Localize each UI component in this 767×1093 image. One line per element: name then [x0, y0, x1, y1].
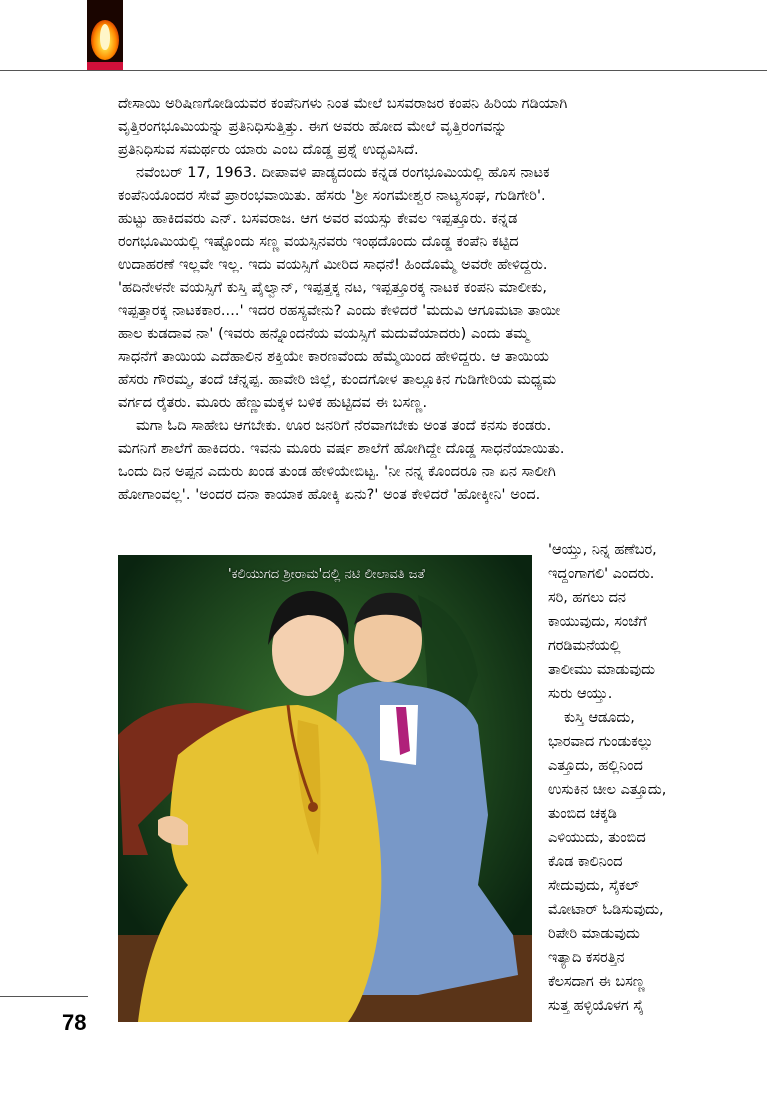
photo-caption: 'ಕಲಿಯುಗದ ಶ್ರೀರಾಮ'ದಲ್ಲಿ ನಟಿ ಲೀಲಾವತಿ ಜತೆ [228, 567, 425, 582]
body-line: ಸಾಧನೆಗೆ ತಾಯಿಯ ಎದೆಹಾಲಿನ ಶಕ್ತಿಯೇ ಕಾರಣವೆಂದು ಹೆಮ್ಮೆಯಿಂದ ಹೇಳಿದ್ದರು. ಆ ತಾಯಿಯ [118, 349, 549, 365]
body-line: ಮಗನಿಗೆ ಶಾಲೆಗೆ ಹಾಕಿದರು. ಇವನು ಮೂರು ವರ್ಷ ಶಾಲೆಗೆ ಹೋಗಿದ್ದೇ ದೊಡ್ಡ ಸಾಧನೆಯಾಯಿತು. [118, 441, 565, 457]
side-line: ಕಾಯುವುದು, ಸಂಜೆಗೆ [548, 614, 647, 630]
header-rule [0, 70, 767, 71]
side-line: ಮೋಟಾರ್ ಓಡಿಸುವುದು, [548, 902, 664, 918]
side-line: ಎಳಿಯುದು, ತುಂಬಿದ [548, 830, 646, 846]
body-line: ನವೆಂಬರ್ 17, 1963. ದೀಪಾವಳಿ ಪಾಡ್ಯದಂದು ಕನ್ನಡ ರಂಗಭೂಮಿಯಲ್ಲಿ ಹೊಸ ನಾಟಕ [136, 165, 550, 181]
side-line: ಉಸುಕಿನ ಚೀಲ ಎತ್ತೂದು, [548, 782, 667, 798]
body-line: ವೃತ್ತಿರಂಗಭೂಮಿಯನ್ನು ಪ್ರತಿನಿಧಿಸುತ್ತಿತ್ತು. ಈಗ ಅವರು ಹೋದ ಮೇಲೆ ವೃತ್ತಿರಂಗವನ್ನು [118, 119, 508, 135]
side-line: ಗರಡಿಮನೆಯಲ್ಲಿ [548, 638, 621, 654]
side-line: ರಿಪೇರಿ ಮಾಡುವುದು [548, 926, 640, 942]
body-line: ಪ್ರತಿನಿಧಿಸುವ ಸಮರ್ಥರು ಯಾರು ಎಂಬ ದೊಡ್ಡ ಪ್ರಶ್ನೆ ಉದ್ಭವಿಸಿದೆ. [118, 142, 419, 158]
body-line: ರಂಗಭೂಮಿಯಲ್ಲಿ ಇಷ್ಟೊಂದು ಸಣ್ಣ ವಯಸ್ಸಿನವರು ಇಂಥದೊಂದು ದೊಡ್ಡ ಕಂಪೆನಿ ಕಟ್ಟಿದ [118, 234, 519, 250]
side-line: ಸುರು ಆಯ್ತು. [548, 686, 613, 702]
side-line: ಕುಸ್ತಿ ಆಡೂದು, [564, 710, 635, 726]
side-line: ಕೆಲಸದಾಗ ಈ ಬಸಣ್ಣ [548, 974, 645, 990]
body-line: ಹೋಗಾಂವಲ್ಲ'. 'ಅಂದರ ದನಾ ಕಾಯಾಕ ಹೋಕ್ಕಿ ಏನು?' ಅಂತ ಕೇಳಿದರೆ 'ಹೋಕ್ಕೀನಿ' ಅಂದ. [118, 487, 541, 503]
body-line: ಹುಟ್ಟು ಹಾಕಿದವರು ಎನ್. ಬಸವರಾಜ. ಆಗ ಅವರ ವಯಸ್ಸು ಕೇವಲ ಇಪ್ಪತ್ತೂರು. ಕನ್ನಡ [118, 211, 518, 227]
page-number: 78 [62, 1010, 87, 1035]
body-line: ಹಾಲ ಕುಡದಾವ ನಾ' (ಇವರು ಹನ್ನೊಂದನೆಯ ವಯಸ್ಸಿಗೆ ಮದುವೆಯಾದರು) ಎಂದು ತಮ್ಮ [118, 326, 529, 342]
side-line: ಸುತ್ತ ಹಳ್ಳಿಯೊಳಗ ಸೈ [548, 998, 644, 1014]
body-line: ಕಂಪೆನಿಯೊಂದರ ಸೇವೆ ಪ್ರಾರಂಭವಾಯಿತು. ಹೆಸರು 'ಶ್ರೀ ಸಂಗಮೇಶ್ವರ ನಾಟ್ಯಸಂಘ, ಗುಡಿಗೇರಿ'. [118, 188, 546, 204]
body-line: ವರ್ಗದ ರೈತರು. ಮೂರು ಹೆಣ್ಣುಮಕ್ಕಳ ಬಳಿಕ ಹುಟ್ಟಿದವ ಈ ಬಸಣ್ಣ. [118, 395, 428, 411]
footer-rule [0, 996, 88, 997]
body-line: ದೇಸಾಯಿ ಅರಿಷಿಣಗೋಡಿಯವರ ಕಂಪೆನಿಗಳು ನಿಂತ ಮೇಲೆ ಬಸವರಾಜರ ಕಂಪನಿ ಹಿರಿಯ ಗಡಿಯಾಗಿ [118, 96, 568, 112]
side-line: ಸೇದುವುದು, ಸೈಕಲ್ [548, 878, 640, 894]
body-line: ಒಂದು ದಿನ ಅಪ್ಪನ ಎದುರು ಖಂಡ ತುಂಡ ಹೇಳಿಯೇಬಿಟ್ಟ. 'ನೀ ನನ್ನ ಕೊಂದರೂ ನಾ ಏನ ಸಾಲೀಗಿ [118, 464, 556, 480]
body-line: 'ಹದಿನೇಳನೇ ವಯಸ್ಸಿಗೆ ಕುಸ್ತಿ ಪೈಲ್ವಾನ್, ಇಪ್ಪತ್ತಕ್ಕ ನಟ, ಇಪ್ಪತ್ತೂರಕ್ಕ ನಾಟಕ ಕಂಪನಿ ಮಾಲೀಕು, [118, 280, 548, 296]
body-line: ಮಗಾ ಓದಿ ಸಾಹೇಬ ಆಗಬೇಕು. ಊರ ಜನರಿಗೆ ನೆರವಾಗಬೇಕು ಅಂತ ತಂದೆ ಕನಸು ಕಂಡರು. [136, 418, 552, 434]
side-line: ತಾಲೀಮು ಮಾಡುವುದು [548, 662, 655, 678]
side-line: ಇದ್ದಂಗಾಗಲಿ' ಎಂದರು. [548, 566, 655, 582]
side-line: ಸರಿ, ಹಗಲು ದನ [548, 590, 626, 606]
body-line: ಉದಾಹರಣೆ ಇಲ್ಲವೇ ಇಲ್ಲ. ಇದು ವಯಸ್ಸಿಗೆ ಮೀರಿದ ಸಾಧನೆ! ಹಿಂದೊಮ್ಮೆ ಅವರೇ ಹೇಳಿದ್ದರು. [118, 257, 548, 273]
side-line: 'ಆಯ್ತು, ನಿನ್ನ ಹಣೆಬರ, [548, 542, 657, 558]
side-line: ಭಾರವಾದ ಗುಂಡುಕಲ್ಲು [548, 734, 654, 750]
side-line: ತುಂಬಿದ ಚಕ್ಕಡಿ [548, 806, 617, 822]
body-line: ಹೆಸರು ಗೌರಮ್ಮ, ತಂದೆ ಚೆನ್ನಪ್ಪ. ಹಾವೇರಿ ಜಿಲ್ಲೆ, ಕುಂದಗೋಳ ತಾಲ್ಲೂಕಿನ ಗುಡಿಗೇರಿಯ ಮಧ್ಯಮ [118, 372, 556, 388]
side-line: ಕೊಡ ಕಾಲಿನಿಂದ [548, 854, 623, 870]
photo-actors [118, 555, 532, 1022]
side-line: ಇತ್ಯಾದಿ ಕಸರತ್ತಿನ [548, 950, 625, 966]
side-line: ಎತ್ತೂದು, ಹಲ್ಲಿನಿಂದ [548, 758, 643, 774]
body-line: ಇಪ್ಪತ್ತಾರಕ್ಕ ನಾಟಕಕಾರ....' ಇದರ ರಹಸ್ಯವೇನು? ಎಂದು ಕೇಳಿದರೆ 'ಮದುವಿ ಆಗೂಮಟಾ ತಾಯೀ [118, 303, 561, 319]
diya-logo-icon [87, 0, 123, 70]
